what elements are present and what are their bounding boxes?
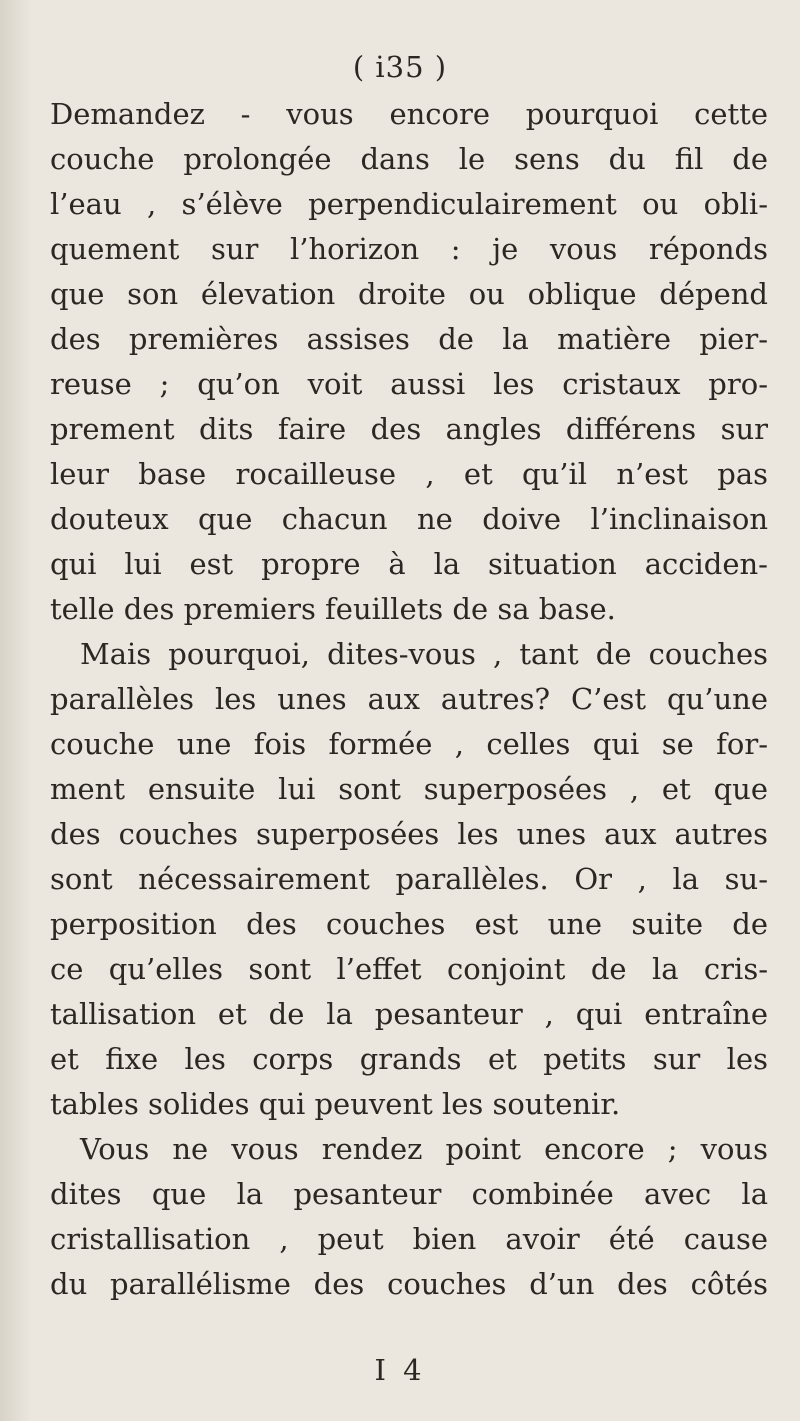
text-line: couche prolongée dans le sens du fil de xyxy=(50,142,768,176)
text-line: tables solides qui peuvent les soutenir. xyxy=(50,1087,621,1121)
text-line: ce qu’elles sont l’effet conjoint de la cris- xyxy=(50,952,768,986)
text-line: des couches superposées les unes aux autres xyxy=(50,817,768,851)
text-line: des premières assises de la matière pier- xyxy=(50,322,768,356)
text-line: douteux que chacun ne doive l’inclinaison xyxy=(50,502,768,536)
text-line: Demandez - vous encore pourquoi cette xyxy=(50,97,768,131)
text-line: et fixe les corps grands et petits sur les xyxy=(50,1042,768,1076)
text-line: ment ensuite lui sont superposées , et que xyxy=(50,772,768,806)
text-line: parallèles les unes aux autres? C’est qu’une xyxy=(50,682,768,716)
text-line: reuse ; qu’on voit aussi les cristaux pro- xyxy=(50,367,768,401)
text-line: qui lui est propre à la situation acciden- xyxy=(50,547,768,581)
text-line: cristallisation , peut bien avoir été cause xyxy=(50,1222,768,1256)
text-line: que son élevation droite ou oblique dépend xyxy=(50,277,768,311)
text-line: quement sur l’horizon : je vous réponds xyxy=(50,232,768,266)
text-line: prement dits faire des angles différens sur xyxy=(50,412,768,446)
text-line: tallisation et de la pesanteur , qui entraîne xyxy=(50,997,768,1031)
text-line: couche une fois formée , celles qui se for- xyxy=(50,727,768,761)
paragraph-start-line: Mais pourquoi, dites-vous , tant de couches xyxy=(80,637,768,671)
text-line: dites que la pesanteur combinée avec la xyxy=(50,1177,768,1211)
text-line: l’eau , s’élève perpendiculairement ou obli- xyxy=(50,187,768,221)
page-number: ( i35 ) xyxy=(352,50,448,84)
text-line: perposition des couches est une suite de xyxy=(50,907,768,941)
text-line: du parallélisme des couches d’un des côtés xyxy=(50,1267,768,1301)
text-line: leur base rocailleuse , et qu’il n’est pas xyxy=(50,457,768,491)
text-line: sont nécessairement parallèles. Or , la su- xyxy=(50,862,768,896)
text-line: telle des premiers feuillets de sa base. xyxy=(50,592,616,626)
paragraph-start-line: Vous ne vous rendez point encore ; vous xyxy=(80,1132,768,1166)
page-gutter-shadow xyxy=(0,0,32,1421)
signature-mark: I 4 xyxy=(374,1353,426,1387)
body-text xyxy=(50,92,768,1307)
